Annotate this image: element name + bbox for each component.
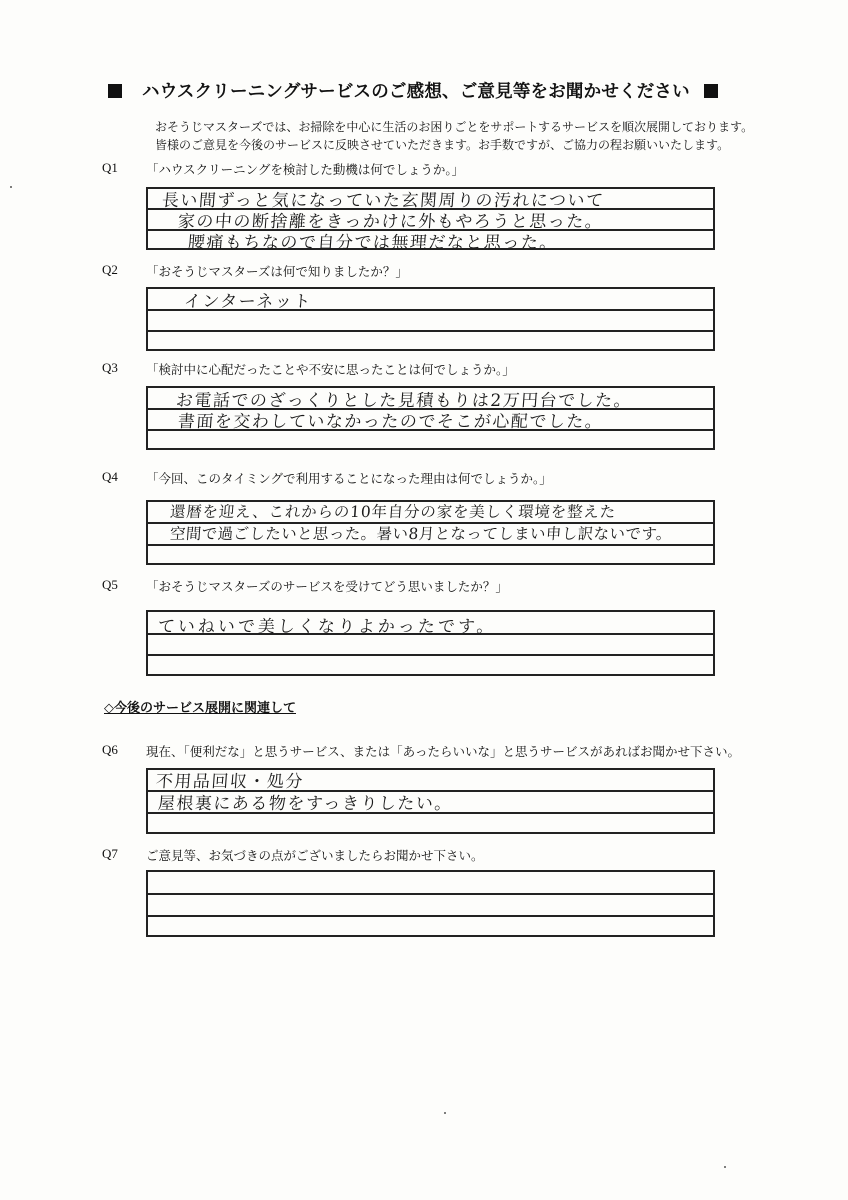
question-text: 現在、「便利だな」と思うサービス、または「あったらいいな」と思うサービスがあればお聞かせ下さい。 <box>146 744 741 759</box>
scan-speck <box>10 186 12 188</box>
answer-rule <box>148 654 713 656</box>
answer-box <box>146 610 715 676</box>
question-text: 「おそうじマスターズは何で知りましたか？」 <box>146 264 408 279</box>
question-text: 「ハウスクリーニングを検討した動機は何でしょうか。」 <box>146 162 465 177</box>
scan-speck <box>444 1112 446 1114</box>
answer-rule <box>148 330 713 332</box>
question-number: Q5 <box>102 577 118 592</box>
answer-box <box>146 287 715 351</box>
question-number: Q1 <box>102 160 118 175</box>
section-heading: ◇今後のサービス展開に関連して <box>104 701 296 716</box>
answer-rule <box>148 893 713 895</box>
intro-line-2: 皆様のご意見を今後のサービスに反映させていただきます。お手数ですが、ご協力の程お願いいたします。 <box>155 138 730 152</box>
question-text: ご意見等、お気づきの点がございましたらお聞かせ下さい。 <box>146 848 484 863</box>
page-title-text: ハウスクリーニングサービスのご感想、ご意見等をお聞かせください <box>142 82 690 102</box>
answer-box <box>146 768 715 834</box>
question-number: Q2 <box>102 262 118 277</box>
answer-line: 空間で過ごしたいと思った。暑い8月となってしまい申し訳ないです。 <box>169 525 673 543</box>
square-bullet-icon <box>704 84 718 98</box>
answer-box <box>146 870 715 937</box>
answer-line: 屋根裏にある物をすっきりしたい。 <box>157 794 454 814</box>
question-number: Q7 <box>102 846 118 861</box>
answer-line: お電話でのざっくりとした見積もりは2万円台でした。 <box>175 391 633 411</box>
answer-line: 不用品回収・処分 <box>155 772 305 792</box>
square-bullet-icon <box>108 84 122 98</box>
question-number: Q4 <box>102 469 118 484</box>
answer-rule <box>148 915 713 917</box>
page-title <box>108 78 788 103</box>
answer-box <box>146 500 715 565</box>
intro-line-1: おそうじマスターズでは、お掃除を中心に生活のお困りごとをサポートするサービスを順次展開しております。 <box>155 120 754 134</box>
answer-rule <box>148 544 713 546</box>
answer-line: 腰痛もちなので自分では無理だなと思った。 <box>187 233 559 253</box>
question-text: 「検討中に心配だったことや不安に思ったことは何でしょうか。」 <box>146 362 515 377</box>
question-text: 「今回、このタイミングで利用することになった理由は何でしょうか。」 <box>146 471 552 486</box>
answer-line: 家の中の断捨離をきっかけに外もやろうと思った。 <box>177 212 605 232</box>
scan-speck <box>724 1166 726 1168</box>
answer-line: 長い間ずっと気になっていた玄関周りの汚れについて <box>161 191 606 211</box>
question-number: Q6 <box>102 742 118 757</box>
answer-line: インターネット <box>183 292 313 312</box>
question-text: 「おそうじマスターズのサービスを受けてどう思いましたか？」 <box>146 579 508 594</box>
answer-box <box>146 386 715 450</box>
question-number: Q3 <box>102 360 118 375</box>
answer-line: 還暦を迎え、これからの10年自分の家を美しく環境を整えた <box>169 503 617 521</box>
answer-line: 書面を交わしていなかったのでそこが心配でした。 <box>177 412 605 432</box>
answer-line: ていねいで美しくなりよかったです。 <box>157 617 498 637</box>
answer-box <box>146 187 715 253</box>
